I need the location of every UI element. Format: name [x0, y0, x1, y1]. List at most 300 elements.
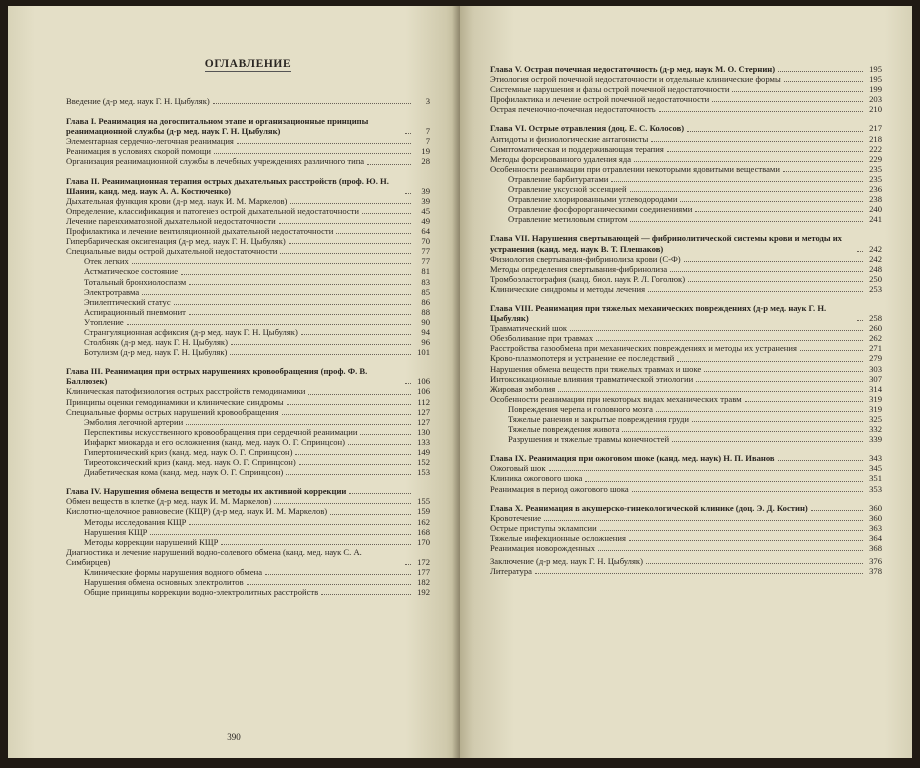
entry-page: 39: [421, 185, 430, 196]
entry-page: 260: [869, 323, 882, 334]
entry-title: Нарушения обмена основных электролитов: [84, 577, 244, 588]
entry-title: Организация реанимационной службы в лечебных учреждениях различного типа: [66, 156, 365, 167]
dot-leader: [784, 81, 863, 82]
dot-leader: [282, 414, 411, 415]
toc-chapter: [66, 366, 430, 477]
entry-title: Глава IX. Реанимация при ожоговом шоке (канд. мед. наук) Н. П. Иванов: [490, 453, 775, 464]
entry-title: Методы коррекции нарушений КЩР: [84, 536, 219, 547]
dot-leader: [670, 271, 863, 272]
dot-leader: [280, 253, 411, 254]
toc-subentry: [66, 517, 430, 527]
toc-entry: [490, 343, 882, 353]
entry-page: 127: [417, 416, 430, 427]
chapter-heading: [66, 116, 430, 136]
entry-page: 376: [869, 556, 882, 567]
dot-leader: [677, 361, 863, 362]
entry-page: 153: [417, 467, 430, 478]
dot-leader: [651, 141, 863, 142]
toc-entry: [490, 74, 882, 84]
entry-title: Отравление фосфорорганическими соединениями: [508, 204, 693, 215]
dot-leader: [405, 383, 411, 384]
dot-leader: [778, 460, 863, 461]
entry-page: 86: [421, 296, 430, 307]
toc-subentry: [66, 437, 430, 447]
entry-title: Этиология острой почечной недостаточности и отдельные клинические формы: [490, 74, 781, 85]
entry-page: 360: [869, 502, 882, 513]
dot-leader: [321, 594, 411, 595]
toc-entry: [490, 164, 882, 174]
entry-title: Клинические синдромы и методы лечения: [490, 283, 646, 294]
entry-title: Отравление метиловым спиртом: [508, 214, 628, 225]
entry-title: Глава VII. Нарушения свертывающей — фибринолитической системы крови и методы их устранения (канд. мед. наук В. Т. Плешаков): [490, 233, 842, 254]
dot-leader: [695, 211, 863, 212]
dot-leader: [214, 153, 411, 154]
entry-title: Лечение паренхиматозной дыхательной недостаточности: [66, 215, 276, 226]
closing-entries: [490, 556, 882, 576]
entry-title: Отравление хлорированными углеводородами: [508, 194, 678, 205]
left-chapter-list: [66, 116, 430, 597]
dot-leader: [213, 103, 411, 104]
entry-title: Странгуляционная асфиксия (д-р мед. наук Г. Н. Цыбуляк): [84, 326, 298, 337]
toc-subentry: [490, 414, 882, 424]
dot-leader: [680, 201, 863, 202]
dot-leader: [634, 161, 863, 162]
page-number: 390: [227, 732, 241, 742]
entry-page: 94: [421, 326, 430, 337]
dot-leader: [189, 314, 411, 315]
entry-page: 81: [421, 266, 430, 277]
toc-entry: [490, 353, 882, 363]
toc-entry: [490, 556, 882, 566]
toc-entry: [66, 156, 430, 166]
toc-subentry: [490, 174, 882, 184]
entry-title: Кровотечение: [490, 512, 542, 523]
dot-leader: [570, 330, 863, 331]
entry-title: Реанимация в условиях скорой помощи: [66, 146, 211, 157]
toc-subentry: [490, 434, 882, 444]
entry-page: 83: [421, 276, 430, 287]
toc-entry: [66, 146, 430, 156]
entry-title: Клинические формы нарушения водного обмена: [84, 567, 263, 578]
dot-leader: [186, 424, 411, 425]
toc-entry: [490, 333, 882, 343]
dot-leader: [405, 193, 411, 194]
toc-subentry: [490, 424, 882, 434]
entry-title: Перспективы искусственного кровообращения при сердечной реанимации: [84, 426, 358, 437]
toc-subentry: [490, 194, 882, 204]
entry-title: Методы определения свертывания-фибринолиза: [490, 263, 668, 274]
toc-title: ОГЛАВЛЕНИЕ: [204, 58, 292, 70]
entry-page: 195: [869, 74, 882, 85]
left-page: [8, 6, 460, 758]
dot-leader: [237, 143, 411, 144]
chapter-heading: [66, 176, 430, 196]
toc-entry: [490, 473, 882, 483]
dot-leader: [672, 441, 863, 442]
toc-subentry: [490, 184, 882, 194]
entry-title: Реанимация в период ожогового шока: [490, 483, 629, 494]
entry-page: 106: [417, 376, 430, 387]
entry-page: 88: [421, 306, 430, 317]
entry-title: Расстройства газообмена при механических повреждениях и методы их устранения: [490, 343, 797, 354]
toc-entry: [66, 136, 430, 146]
entry-title: Тромбоэластография (канд. биол. наук Р. Л. Гоголюк): [490, 273, 686, 284]
entry-page: 64: [421, 226, 430, 237]
dot-leader: [778, 71, 863, 72]
entry-title: Заключение (д-р мед. наук Г. Н. Цыбуляк): [490, 556, 643, 567]
toc-entry: [490, 484, 882, 494]
dot-leader: [287, 404, 411, 405]
chapter-heading: [490, 453, 882, 463]
entry-page: 236: [869, 184, 882, 195]
entry-title: Глава IV. Нарушения обмена веществ и методы их активной коррекции: [66, 486, 347, 497]
right-page: [460, 6, 912, 758]
entry-title: Ожоговый шок: [490, 463, 546, 474]
entry-title: Глава VIII. Реанимация при тяжелых механических повреждениях (д-р мед. наук Г. Н. Цыбуляк): [490, 302, 827, 324]
entry-page: 7: [425, 136, 430, 147]
entry-page: 242: [869, 243, 882, 254]
chapter-heading: [490, 303, 882, 323]
dot-leader: [783, 171, 863, 172]
entry-page: 250: [869, 273, 882, 284]
entry-page: 235: [869, 173, 882, 184]
entry-title: Гипертонический криз (канд. мед. наук О. Г. Спринцсон): [84, 447, 293, 457]
toc-subentry: [66, 256, 430, 266]
dot-leader: [811, 510, 863, 511]
dot-leader: [127, 324, 411, 325]
dot-leader: [308, 394, 411, 395]
entry-page: 235: [869, 163, 882, 174]
entry-title: Клиника ожогового шока: [490, 473, 583, 484]
toc-entry: [66, 226, 430, 236]
toc-entry: [490, 274, 882, 284]
entry-page: 127: [417, 406, 430, 417]
entry-title: Столбняк (д-р мед. наук Г. Н. Цыбуляк): [84, 337, 228, 348]
entry-title: Глава III. Реанимация при острых нарушениях кровообращения (проф. Ф. В. Баллюзек): [66, 366, 368, 387]
toc-entry: [66, 206, 430, 216]
entry-page: 85: [421, 286, 430, 297]
entry-title: Профилактика и лечение вентиляционной дыхательной недостаточности: [66, 226, 334, 237]
chapter-heading: [490, 503, 882, 513]
entry-page: 240: [869, 204, 882, 215]
dot-leader: [360, 434, 411, 435]
entry-page: 303: [869, 363, 882, 374]
entry-page: 96: [421, 337, 430, 348]
toc-entry: [490, 513, 882, 523]
entry-title: Интоксикационные влияния травматической этиологии: [490, 373, 694, 384]
dot-leader: [656, 411, 863, 412]
toc-subentry: [66, 467, 430, 477]
entry-title: Нарушения обмена веществ при тяжелых травмах и шоке: [490, 363, 702, 374]
toc-subentry: [66, 577, 430, 587]
toc-entry: [490, 144, 882, 154]
toc-entry: [66, 196, 430, 206]
entry-page: 258: [869, 313, 882, 324]
entry-title: Диабетическая кома (канд. мед. наук О. Г. Спринцсон): [84, 467, 284, 478]
entry-page: 90: [421, 316, 430, 327]
toc-entry: [490, 134, 882, 144]
entry-page: 351: [869, 473, 882, 484]
entry-page: 203: [869, 94, 882, 105]
dot-leader: [174, 304, 411, 305]
entry-page: 101: [417, 347, 430, 358]
toc-chapter: [490, 123, 882, 224]
entry-page: 378: [869, 566, 882, 577]
toc-entry: [490, 374, 882, 384]
entry-title: Методы исследования КЩР: [84, 516, 187, 527]
dot-leader: [687, 131, 863, 132]
toc-entry: [490, 323, 882, 333]
entry-page: 168: [417, 526, 430, 537]
entry-page: 155: [417, 496, 430, 507]
entry-page: 222: [869, 143, 882, 154]
toc-subentry: [66, 266, 430, 276]
toc-entry: [490, 384, 882, 394]
entry-title: Дыхательная функция крови (д-р мед. наук И. М. Маркелов): [66, 195, 288, 206]
entry-page: 149: [417, 447, 430, 457]
entry-page: 7: [425, 126, 430, 137]
toc-chapter: [490, 453, 882, 493]
toc-entry: [66, 496, 430, 506]
toc-entry: [490, 94, 882, 104]
entry-title: Инфаркт миокарда и его осложнения (канд. мед. наук О. Г. Спринцсон): [84, 436, 346, 447]
toc-entry: [490, 284, 882, 294]
entry-page: 152: [417, 457, 430, 468]
toc-subentry: [66, 277, 430, 287]
entry-title: Повреждения черепа и головного мозга: [508, 403, 653, 414]
dot-leader: [247, 584, 411, 585]
entry-title: Тотальный бронхиолоспазм: [84, 276, 187, 287]
entry-title: Тяжелые повреждения живота: [508, 424, 620, 435]
entry-page: 77: [421, 256, 430, 267]
entry-page: 229: [869, 153, 882, 164]
dot-leader: [630, 221, 863, 222]
dot-leader: [295, 454, 411, 455]
toc-subentry: [66, 307, 430, 317]
dot-leader: [684, 261, 863, 262]
dot-leader: [549, 470, 863, 471]
entry-title: Физиология свертывания-фибринолиза крови (С-Ф): [490, 253, 681, 264]
entry-title: Электротравма: [84, 286, 140, 297]
dot-leader: [290, 203, 411, 204]
entry-page: 177: [417, 567, 430, 578]
toc-subentry: [66, 417, 430, 427]
entry-title: Системные нарушения и фазы острой почечной недостаточности: [490, 84, 730, 95]
entry-page: 325: [869, 414, 882, 424]
dot-leader: [585, 481, 863, 482]
toc-entry: [66, 547, 430, 567]
entry-page: 162: [417, 516, 430, 527]
toc-chapter: [490, 503, 882, 553]
entry-page: 130: [417, 426, 430, 437]
toc-subentry: [490, 404, 882, 414]
entry-page: 353: [869, 483, 882, 494]
dot-leader: [535, 573, 863, 574]
entry-page: 70: [421, 236, 430, 247]
toc-chapter: [66, 486, 430, 597]
toc-entry: [490, 394, 882, 404]
entry-page: 170: [417, 536, 430, 547]
entry-title: Глава II. Реанимационная терапия острых дыхательных расстройств (проф. Ю. Н. Шанин, канд. мед. наук А. А. Костюченко): [66, 175, 389, 196]
toc-chapter: [66, 116, 430, 166]
toc-subentry: [66, 337, 430, 347]
dot-leader: [405, 133, 411, 134]
toc-entry: [490, 543, 882, 553]
dot-leader: [274, 503, 411, 504]
entry-title: Симптоматическая и поддерживающая терапия: [490, 143, 664, 154]
dot-leader: [221, 544, 411, 545]
dot-leader: [336, 233, 411, 234]
dot-leader: [648, 291, 863, 292]
entry-page: 332: [869, 424, 882, 435]
dot-leader: [132, 263, 411, 264]
dot-leader: [857, 251, 863, 252]
chapter-heading: [490, 123, 882, 133]
entry-title: Глава X. Реанимация в акушерско-гинекологической клинике (доц. Э. Д. Костин): [490, 502, 808, 513]
dot-leader: [230, 354, 411, 355]
chapter-heading: [66, 486, 430, 496]
entry-page: 279: [869, 353, 882, 364]
dot-leader: [857, 320, 863, 321]
entry-page: 49: [421, 215, 430, 226]
entry-page: 210: [869, 104, 882, 115]
toc-entry: [490, 264, 882, 274]
entry-page: 195: [869, 64, 882, 74]
entry-page: 241: [869, 214, 882, 225]
entry-page: 192: [417, 587, 430, 598]
entry-title: Введение (д-р мед. наук Г. Н. Цыбуляк): [66, 96, 210, 106]
dot-leader: [646, 563, 863, 564]
entry-title: Травматический шок: [490, 323, 568, 334]
entry-title: Ботулизм (д-р мед. наук Г. Н. Цыбуляк): [84, 347, 228, 358]
entry-page: 314: [869, 383, 882, 394]
entry-title: Крово-плазмопотеря и устранение ее последствий: [490, 353, 675, 364]
toc-entry: [490, 566, 882, 576]
toc-entry: [66, 386, 430, 396]
dot-leader: [596, 340, 863, 341]
entry-title: Реанимация новорожденных: [490, 543, 596, 554]
entry-title: Особенности реанимации при отравлении некоторыми ядовитыми веществами: [490, 163, 780, 174]
entry-title: Кислотно-щелочное равновесие (КЩР) (д-р мед. наук И. М. Маркелов): [66, 506, 328, 517]
toc-subentry: [66, 287, 430, 297]
entry-title: Определение, классификация и патогенез острой дыхательной недостаточности: [66, 205, 360, 216]
entry-page: 339: [869, 434, 882, 445]
toc-entry: [66, 246, 430, 256]
toc-subentry: [66, 567, 430, 577]
dot-leader: [558, 391, 863, 392]
entry-page: 238: [869, 194, 882, 205]
toc-chapter: [490, 64, 882, 114]
entry-title: Отравление уксусной эссенцией: [508, 184, 627, 195]
dot-leader: [667, 151, 863, 152]
dot-leader: [598, 550, 863, 551]
entry-title: Глава VI. Острые отравления (доц. Е. С. Колосов): [490, 123, 685, 134]
toc-subentry: [66, 457, 430, 467]
entry-title: Методы форсированного удаления яда: [490, 153, 632, 164]
dot-leader: [745, 401, 863, 402]
dot-leader: [704, 371, 863, 372]
dot-leader: [189, 524, 411, 525]
entry-title: Профилактика и лечение острой почечной недостаточности: [490, 94, 710, 105]
toc-subentry: [66, 317, 430, 327]
toc-entry: [66, 506, 430, 516]
entry-page: 39: [421, 195, 430, 206]
toc-entry: [490, 533, 882, 543]
entry-page: 242: [869, 253, 882, 264]
entry-page: 360: [869, 512, 882, 523]
toc-entry-introduction: [66, 96, 430, 106]
entry-page: 182: [417, 577, 430, 588]
entry-title: Тиреотоксический криз (канд. мед. наук О. Г. Спринцсон): [84, 457, 296, 468]
entry-page: 218: [869, 133, 882, 144]
dot-leader: [289, 243, 411, 244]
entry-page: 307: [869, 373, 882, 384]
chapter-heading: [490, 64, 882, 74]
entry-page: 112: [417, 396, 430, 407]
entry-title: Отек легких: [84, 256, 129, 267]
toc-chapter: [490, 233, 882, 294]
dot-leader: [348, 444, 411, 445]
entry-title: Антидоты и физиологические антагонисты: [490, 133, 649, 144]
entry-title: Острые приступы эклампсии: [490, 522, 597, 533]
entry-page: 271: [869, 343, 882, 354]
dot-leader: [265, 574, 411, 575]
entry-title: Литература: [490, 566, 532, 577]
entry-page: 159: [417, 506, 430, 517]
toc-chapter: [490, 303, 882, 444]
right-chapter-list: [490, 64, 882, 553]
entry-title: Глава V. Острая почечная недостаточность (д-р мед. наук М. О. Стернин): [490, 64, 776, 74]
entry-page: 363: [869, 522, 882, 533]
entry-title: Принципы оценки гемодинамики и клинические синдромы: [66, 396, 284, 407]
entry-title: Диагностика и лечение нарушений водно-солевого обмена (канд. мед. наук С. А. Симбирцев): [66, 546, 362, 567]
entry-page: 199: [869, 84, 882, 95]
entry-page: 28: [421, 156, 430, 167]
dot-leader: [367, 164, 411, 165]
dot-leader: [189, 284, 411, 285]
dot-leader: [330, 514, 411, 515]
entry-page: 343: [869, 453, 882, 464]
dot-leader: [181, 274, 411, 275]
dot-leader: [150, 534, 411, 535]
entry-title: Жировая эмболия: [490, 383, 556, 394]
entry-title: Глава I. Реанимация на догоспитальном этапе и организационные принципы реанимационной службы (д-р мед. наук Г. Н. Цыбуляк): [66, 116, 369, 137]
toc-entry: [490, 104, 882, 114]
toc-entry: [66, 236, 430, 246]
entry-page: 253: [869, 283, 882, 294]
entry-page: 106: [417, 386, 430, 397]
dot-leader: [544, 520, 863, 521]
entry-title: Специальные виды острой дыхательной недостаточности: [66, 246, 278, 257]
toc-subentry: [66, 527, 430, 537]
entry-page: 368: [869, 543, 882, 554]
dot-leader: [286, 474, 411, 475]
entry-page: 45: [421, 205, 430, 216]
dot-leader: [362, 213, 411, 214]
entry-title: Аспирационный пневмонит: [84, 306, 186, 317]
dot-leader: [630, 191, 863, 192]
entry-title: Разрушения и тяжелые травмы конечностей: [508, 434, 670, 445]
dot-leader: [301, 334, 411, 335]
entry-title: Специальные формы острых нарушений кровообращения: [66, 406, 279, 417]
toc-subentry: [66, 537, 430, 547]
toc-subentry: [490, 214, 882, 224]
entry-page: 19: [421, 146, 430, 157]
entry-title: Острая печеночно-почечная недостаточность: [490, 104, 656, 115]
entry-title: Элементарная сердечно-легочная реанимация: [66, 136, 234, 147]
entry-page: 77: [421, 246, 430, 257]
dot-leader: [696, 381, 863, 382]
